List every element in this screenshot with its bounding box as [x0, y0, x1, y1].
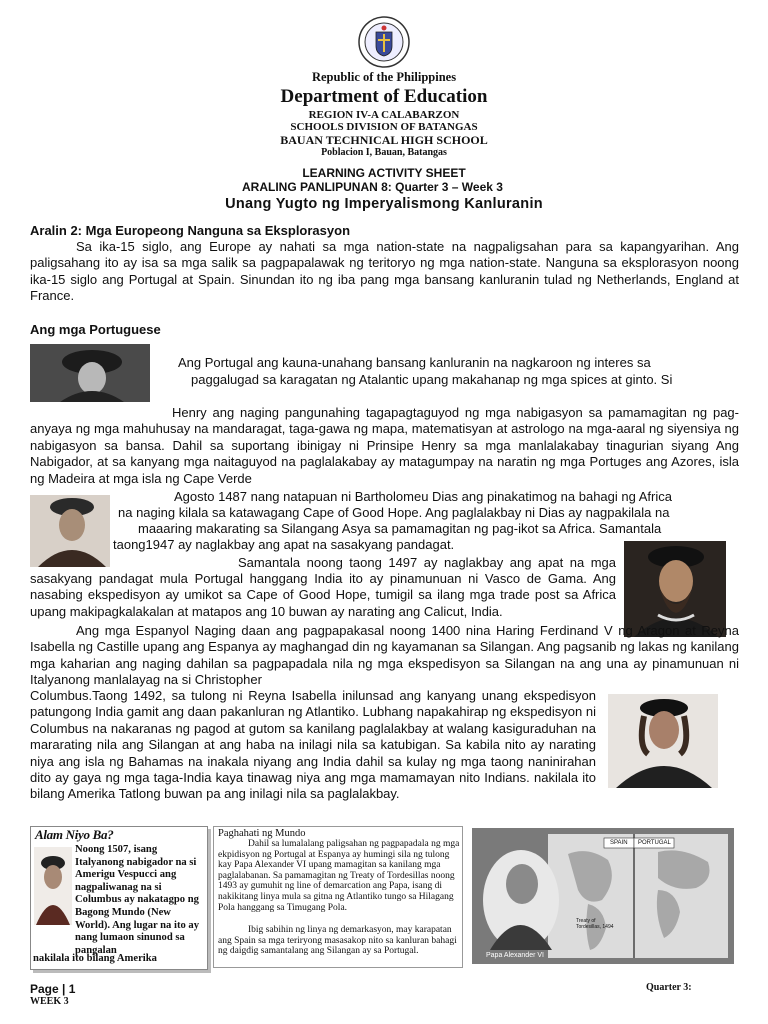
- spain-paragraph: Ang mga Espanyol Naging daan ang pagpapakasal noong 1400 nina Haring Ferdinand V ng Aragon at Reyna Isabella ng Castille upang ang Espanya ay maghangad din ng kayamanan sa Silangan. Ang pagsanib ng lakas ng kanilang mga kaharian ang naging dahilan sa pagpapadala nila ng mga ekspedisyon sa Silangan na ang una ay pinamunuan ni Italyanong manlalayag na si Christopher: [30, 623, 739, 688]
- map-label-portugal: PORTUGAL: [638, 840, 671, 846]
- subject-text: ARALING PANLIPUNAN 8: Quarter 3 – Week 3: [242, 180, 503, 194]
- alam-niyo-ba-title: Alam Niyo Ba?: [35, 827, 114, 842]
- map-label-spain: SPAIN: [610, 840, 628, 846]
- department-text: Department of Education: [280, 86, 488, 107]
- pope-alexander-vi-portrait: [482, 850, 560, 952]
- footer-page: Page | 1: [30, 982, 76, 996]
- paghahati-text: Dahil sa lumalalang paligsahan ng pagpapadala ng mga ekpidisyon ng Portugal at Espanya ay humingi sila ng tulong kay Papa Alexander VI upang mamagitan sa kanilang mga paglalabanan. Sa pamamagitan ng Treaty of Tordesillas noong 1493 ay gumuhit ng line of demarcation ang Papa, isang di nakikitang linya mula sa gitna ng Atlantiko tungo sa Hilagang Pola hanggang sa Timugang Pola.: [218, 839, 460, 913]
- map-panel: [548, 834, 728, 958]
- dias-line3: maaaring makarating sa Silangang Asya sa pamamagitan ng pag-ikot sa Africa. Samantala: [138, 521, 662, 536]
- gama-line1: Samantala noong taong 1497 ay naglakbay ang apat na mga: [238, 555, 616, 570]
- lesson-title: Unang Yugto ng Imperyalismong Kanluranin: [225, 196, 543, 212]
- amerigo-vespucci-portrait: [34, 847, 72, 925]
- pope-caption: Papa Alexander VI: [486, 952, 544, 959]
- paghahati-ng-mundo-box: [213, 826, 463, 968]
- gama-paragraph: sasakyang pandagat mula Portugal hanggang India ito ay pinamunuan ni Vasco de Gama. Ang nasabing ekspedisyon ay umikot sa Cape of Good Hope, tumigil sa ilang mga trade post sa Africa upang makipagkalakalan at matapos ang 10 buwan ay narating ang Calicut, India.: [30, 571, 616, 619]
- paghahati-title: Paghahati ng Mundo: [218, 828, 306, 839]
- alam-niyo-ba-text-bottom: nakilala ito bilang Amerika: [33, 953, 157, 964]
- deped-seal-logo: [358, 16, 410, 68]
- dias-line1: Agosto 1487 nang natapuan ni Bartholomeu Dias ang pinakatimog na bahagi ng Africa: [174, 489, 672, 504]
- sheet-title: LEARNING ACTIVITY SHEET: [302, 166, 466, 180]
- p1-rest-paragraph: Henry ang naging pangunahing tagapagtaguyod ng mga nabigasyon sa pamamagitan ng pag-anyaya ng mga mahuhusay na mandaragat, taga-gawa ng mapa, matematisyan at astrologo na mga-aaral ng siyensiya ng nabigasyon sa bansa. Dahil sa suportang ibinigay ni Prinsipe Henry sa mga manlalakabay tinagurian siyang Ang Nabigador, at sa kanyang mga naitaguyod na paglalakabay ay matagumpay na naratin ng mga Portuges ang Azores, isla ng Madeira at mga isla ng Cape Verde: [30, 405, 739, 486]
- portuguese-heading: Ang mga Portuguese: [30, 322, 161, 337]
- world-map-icon: [548, 834, 728, 958]
- footer-week: WEEK 3: [30, 996, 69, 1007]
- school-text: BAUAN TECHNICAL HIGH SCHOOL: [280, 133, 488, 147]
- address-text: Poblacion I, Bauan, Batangas: [321, 147, 447, 158]
- dias-line2: na naging kilala sa katawagang Cape of Good Hope. Ang paglalakbay ni Dias ay nagpakilala na: [118, 505, 670, 520]
- prince-henry-portrait: [30, 344, 150, 402]
- lesson-heading: Aralin 2: Mga Europeong Nanguna sa Eksplorasyon: [30, 223, 351, 238]
- christopher-columbus-portrait: [608, 694, 718, 788]
- footer-quarter: Quarter 3:: [646, 982, 692, 993]
- p1-line1: Ang Portugal ang kauna-unahang bansang kanluranin na nagkaroon ng interes sa: [178, 355, 651, 370]
- pope-and-map-figure: [472, 828, 734, 964]
- republic-text: Republic of the Philippines: [311, 70, 457, 84]
- division-text: SCHOOLS DIVISION OF BATANGAS: [290, 121, 478, 133]
- region-text: REGION IV-A CALABARZON: [308, 109, 460, 121]
- bartholomeu-dias-portrait: [30, 495, 110, 567]
- map-note: Treaty of Tordesillas, 1494: [576, 918, 614, 930]
- columbus-paragraph: Columbus.Taong 1492, sa tulong ni Reyna Isabella inilunsad ang kanyang unang ekspedisyon patungong India gamit ang daan pakanluran ng Atlantiko. Lubhang napakahirap ng ekspedisyon ni Columbus na nakaranas ng pagod at gutom sa kanilang paglalakbay at walang kasiguraduhan na mararating nila ang Silangan at ang haba na inilagi nila sa katubigan. Sa kabila nito ay narating niya ang isla ng Bahamas na inakala niyang ang India dahil sa kulay ng mga taong naninirahan dito ay gaya ng mga taga-India kaya tinawag niya ang mga mamamayan nito Indians. nakilala ito bilang Amerika Tatlong buwan pa ang inilagi nila sa paglalakbay.: [30, 688, 596, 802]
- alam-niyo-ba-text: Noong 1507, isang Italyanong nabigador na si Amerigu Vespucci ang nagpaliwanag na si Columbus ay nakatagpo ng Bagong Mundo (New World). Ang lugar na ito ay nang lumaon sinunod sa pangalan: [75, 844, 200, 956]
- alam-niyo-ba-box: [30, 826, 208, 970]
- paghahati-text2: Ibig sabihin ng linya ng demarkasyon, may karapatan ang Spain sa mga teriryong masasakop nito sa kanluran bahagi ng daigdig samantalang ang Silangan ay sa Portugal.: [218, 925, 457, 957]
- dias-line4: taong1947 ay naglakbay ang apat na sasakyang pandagat.: [113, 537, 455, 552]
- intro-paragraph: Sa ika-15 siglo, ang Europe ay nahati sa mga nation-state na nagpaligsahan para sa kapangyarihan. Ang paligsahang ito ay isa sa mga salik sa pagpapalawak ng teritoryo ng mga nation-state. Nanguna sa eksplorasyon noong ika-15 siglo ang Portugal at Spain. Sinundan ito ng iba pang mga bansang kanluranin tulad ng Netherlands, England at France.: [30, 239, 739, 304]
- p1-line2: paggalugad sa karagatan ng Atalantic upang makahanap ng mga spices at ginto. Si: [191, 372, 673, 387]
